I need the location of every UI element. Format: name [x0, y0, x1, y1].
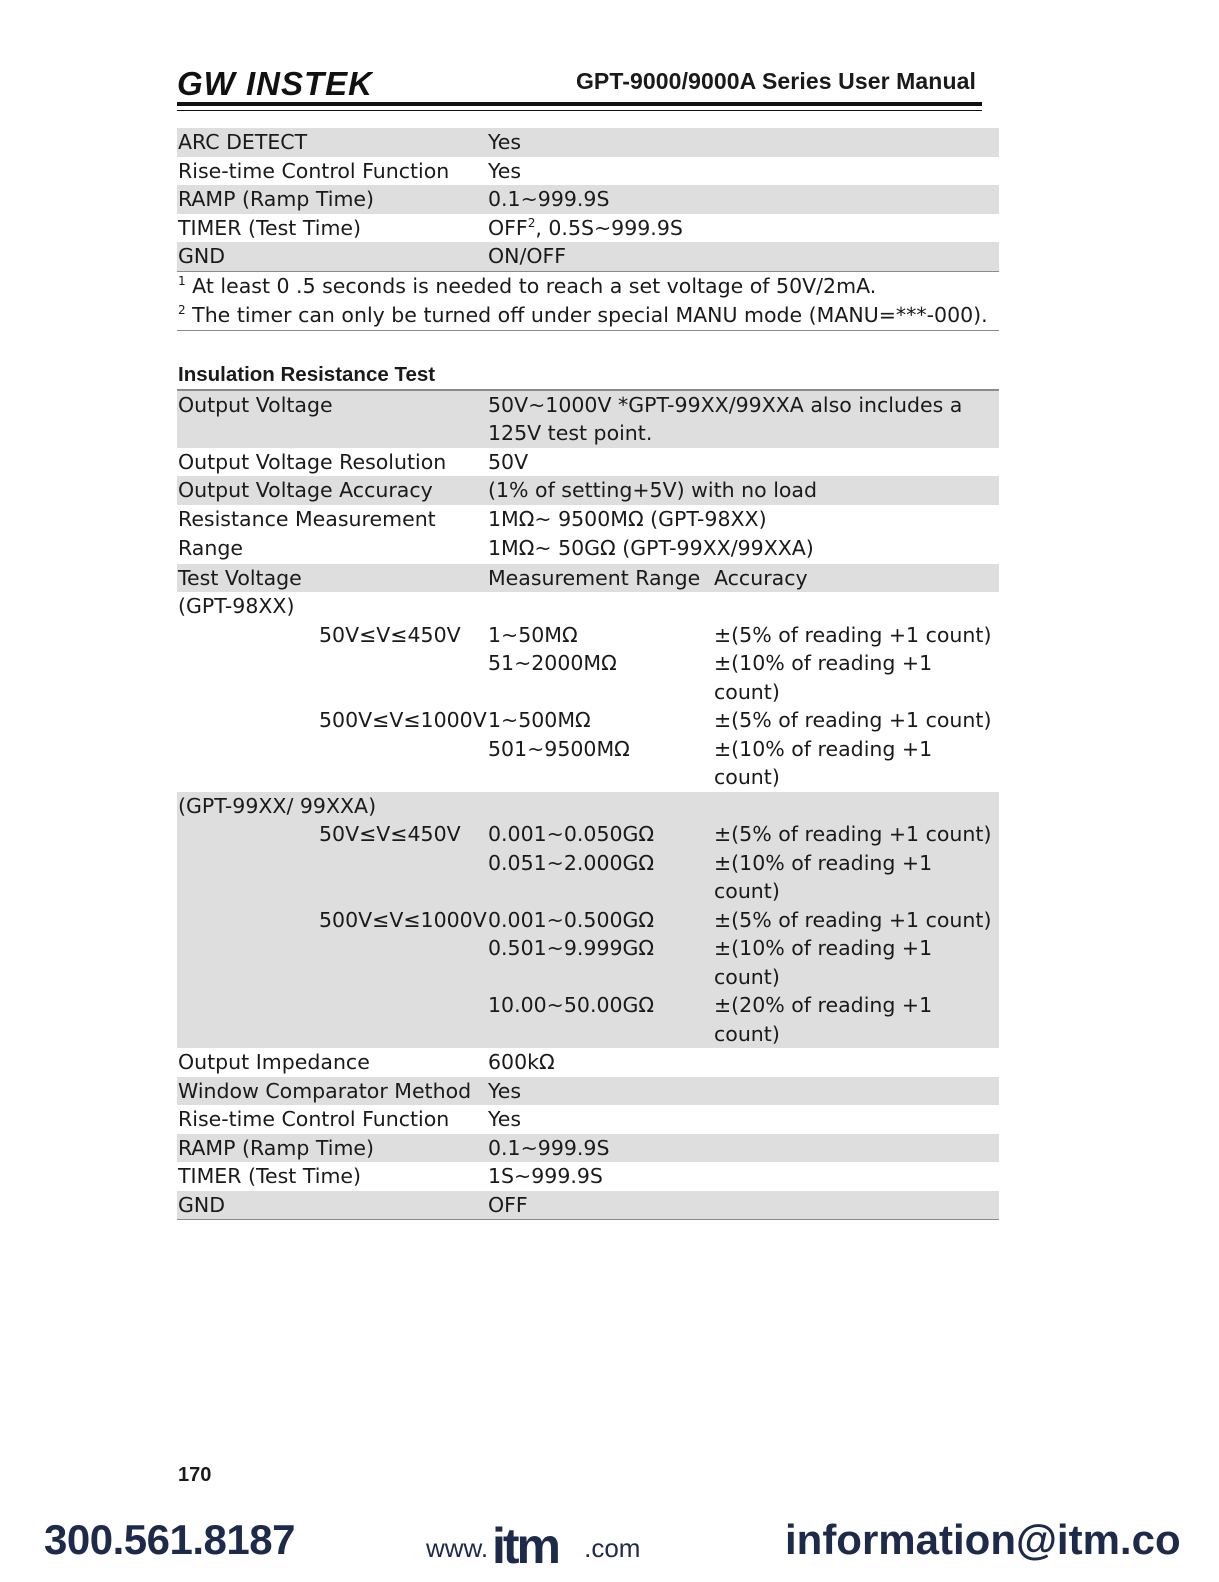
spec-value: ON/OFF — [488, 244, 567, 268]
spec-content — [177, 128, 999, 1220]
spec-label: Output Voltage Accuracy — [178, 478, 433, 502]
table-row — [177, 448, 999, 477]
table-row — [177, 906, 999, 935]
header-rule-thin — [177, 110, 982, 111]
footnote-ref: 2 — [527, 215, 536, 230]
spec-value: OFF — [488, 1192, 528, 1217]
voltage-range: 500V≤V≤1000V — [319, 907, 487, 932]
section-title: Insulation Resistance Test — [177, 361, 999, 391]
spec-label: GND — [178, 244, 226, 268]
table-row — [177, 242, 999, 272]
spec-label: RAMP (Ramp Time) — [178, 1135, 375, 1160]
spec-label: TIMER (Test Time) — [178, 1164, 362, 1188]
spec-value: Yes — [488, 1107, 522, 1131]
table-row — [177, 849, 999, 906]
document-title: GPT-9000/9000A Series User Manual — [575, 68, 976, 94]
spec-value: 0.1~999.9S — [488, 187, 610, 211]
footer-banner — [0, 1508, 1219, 1582]
table-row — [177, 1105, 999, 1134]
spec-value: Yes — [488, 1078, 522, 1103]
page-number: 170 — [178, 1464, 212, 1486]
measurement-range: 51~2000MΩ — [488, 651, 617, 675]
spec-value: 1MΩ~ 9500MΩ (GPT-98XX) 1MΩ~ 50GΩ (GPT-99XX/99XXA) — [488, 506, 814, 560]
accuracy: ±(5% of reading +1 count) — [714, 822, 992, 846]
table-row — [177, 991, 999, 1048]
table-header-row — [177, 564, 999, 593]
gpt98-block — [177, 592, 999, 792]
accuracy: ±(20% of reading +1 count) — [714, 993, 933, 1046]
model-label: (GPT-98XX) — [178, 594, 295, 618]
accuracy: ±(5% of reading +1 count) — [714, 708, 992, 732]
table-row — [177, 706, 999, 735]
footnotes — [177, 272, 999, 331]
measurement-range: 0.051~2.000GΩ — [488, 850, 655, 875]
svg-text:GW INSTEK: GW INSTEK — [177, 66, 373, 100]
table-row — [177, 1191, 999, 1221]
spec-value: 0.1~999.9S — [488, 1135, 610, 1160]
voltage-range — [319, 934, 487, 991]
table-row — [177, 1077, 999, 1106]
voltage-range — [319, 735, 487, 792]
voltage-range — [319, 991, 487, 1048]
footnote: $^2$ The timer can only be turned off under special MANU mode (MANU=***-000). — [178, 302, 988, 327]
accuracy: ±(10% of reading +1 count) — [714, 936, 933, 989]
table-row — [177, 1162, 999, 1191]
model-row — [177, 592, 999, 621]
measurement-range: 1~500MΩ — [488, 708, 591, 732]
accuracy: ±(10% of reading +1 count) — [714, 651, 933, 704]
table-row — [177, 1048, 999, 1077]
spec-label: Window Comparator Method — [178, 1078, 472, 1103]
measurement-range: 501~9500MΩ — [488, 736, 630, 761]
spec-value: OFF$^2$, 0.5S~999.9S — [488, 215, 683, 240]
table-row — [177, 820, 999, 849]
spec-label: RAMP (Ramp Time) — [178, 187, 375, 211]
spec-value: Yes — [488, 158, 522, 183]
accuracy: ±(5% of reading +1 count) — [714, 622, 992, 647]
itm-logo — [490, 1526, 582, 1566]
spec-value: (1% of setting+5V) with no load — [488, 478, 818, 502]
accuracy: ±(5% of reading +1 count) — [714, 907, 992, 932]
voltage-range: 500V≤V≤1000V — [319, 708, 487, 732]
model-row — [177, 792, 999, 821]
accuracy: ±(10% of reading +1 count) — [714, 736, 933, 789]
spec-value: 50V — [488, 449, 529, 474]
spec-label: Rise-time Control Function — [178, 158, 450, 183]
table-row — [177, 649, 999, 706]
footer-phone[interactable]: 300.561.8187 — [44, 1516, 295, 1563]
spec-label: Output Voltage — [178, 392, 333, 417]
gpt99-block — [177, 792, 999, 1049]
table-row — [177, 128, 999, 157]
spec-value: Yes — [488, 130, 522, 154]
svg-text:itm: itm — [492, 1526, 559, 1566]
voltage-range — [319, 649, 487, 706]
table-row — [177, 214, 999, 243]
voltage-range: 50V≤V≤450V — [319, 622, 461, 647]
top-spec-table — [177, 128, 999, 272]
voltage-range — [319, 849, 487, 906]
spec-label: GND — [178, 1192, 226, 1217]
voltage-range: 50V≤V≤450V — [319, 822, 461, 846]
insulation-spec-table — [177, 391, 999, 1221]
accuracy: ±(10% of reading +1 count) — [714, 850, 933, 903]
measurement-range: 0.001~0.500GΩ — [488, 907, 655, 932]
spec-label: Output Voltage Resolution — [178, 449, 447, 474]
footer-email[interactable]: information@itm.co — [785, 1516, 1181, 1563]
measurement-range: 1~50MΩ — [488, 622, 578, 647]
table-row — [177, 1134, 999, 1163]
spec-label: ARC DETECT — [178, 130, 308, 154]
header-rule — [177, 102, 982, 106]
table-row — [177, 391, 999, 448]
gw-instek-logo — [177, 66, 373, 100]
spec-label: Resistance Measurement Range — [178, 506, 436, 560]
measurement-range: 10.00~50.00GΩ — [488, 993, 655, 1017]
footer-website[interactable]: www. itm .com — [426, 1522, 640, 1566]
table-row — [177, 185, 999, 214]
footnote: $^1$ At least 0 .5 seconds is needed to reach a set voltage of 50V/2mA. — [178, 273, 877, 298]
table-row — [177, 157, 999, 186]
measurement-range: 0.501~9.999GΩ — [488, 936, 655, 960]
table-row — [177, 621, 999, 650]
spec-value: 1S~999.9S — [488, 1164, 603, 1188]
spec-label: TIMER (Test Time) — [178, 215, 362, 240]
spec-label: Output Impedance — [178, 1050, 370, 1074]
column-header: Test Voltage — [178, 565, 302, 590]
table-row — [177, 476, 999, 505]
spec-value: 600kΩ — [488, 1050, 555, 1074]
spec-label: Rise-time Control Function — [178, 1107, 450, 1131]
table-row — [177, 505, 999, 564]
column-header: Measurement Range — [488, 565, 701, 590]
table-row — [177, 934, 999, 991]
table-row — [177, 735, 999, 792]
model-label: (GPT-99XX/ 99XXA) — [178, 793, 377, 818]
measurement-range: 0.001~0.050GΩ — [488, 822, 655, 846]
page-header — [177, 62, 982, 118]
spec-value: 50V~1000V *GPT-99XX/99XXA also includes a 125V test point. — [488, 392, 963, 445]
column-header: Accuracy — [714, 565, 808, 590]
